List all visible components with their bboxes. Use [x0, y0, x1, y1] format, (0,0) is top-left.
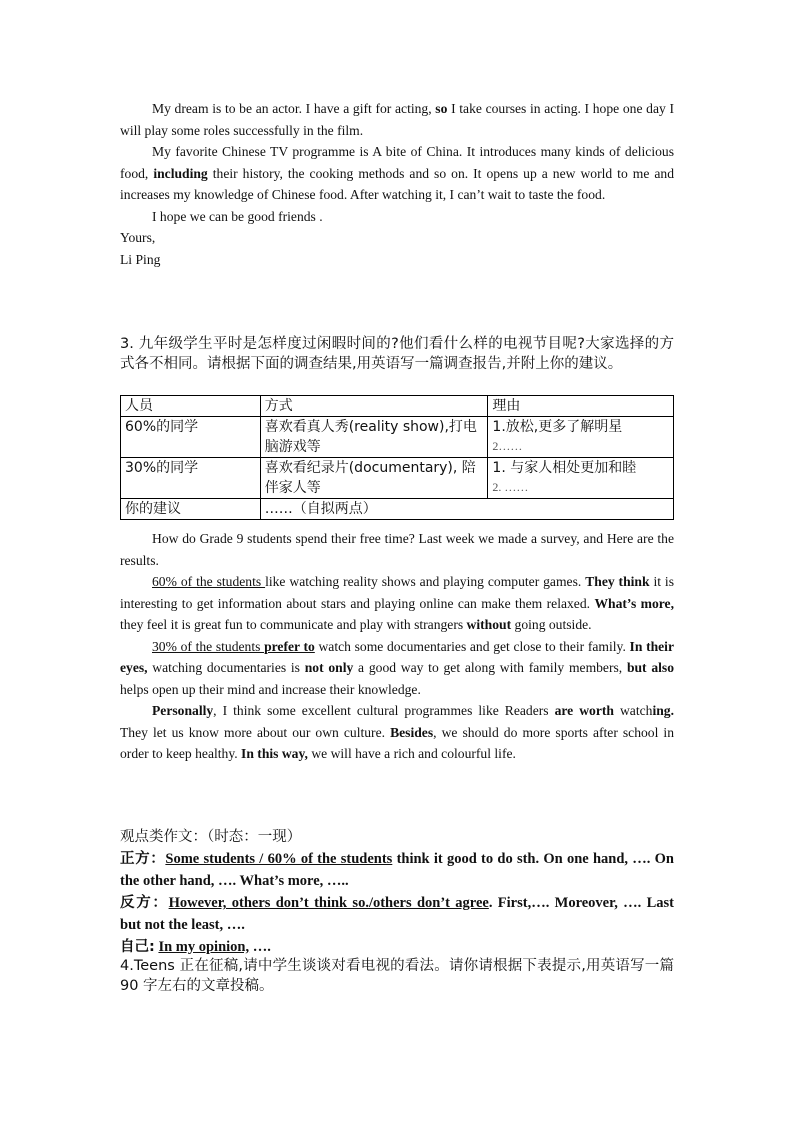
- table-header-cell: 方式: [260, 396, 488, 417]
- reason-line: 1.放松,更多了解明星: [492, 419, 623, 435]
- viewpoint-title: 观点类作文：（时态：一现）: [120, 829, 302, 845]
- table-cell-who: 60%的同学: [121, 417, 261, 458]
- essay-paragraph-1: How do Grade 9 students spend their free time? Last week we made a survey, and Here are the results.: [120, 531, 674, 568]
- table-header-cell: 理由: [488, 396, 674, 417]
- task3-prompt: [120, 334, 674, 374]
- task3-prompt-text: 3. 九年级学生平时是怎样度过闲暇时间的?他们看什么样的电视节目呢?大家选择的方式各不相同。请根据下面的调查结果,用英语写一篇调查报告,并附上你的建议。: [120, 336, 674, 372]
- task4-prompt-text: 4.Teens 正在征稿,请中学生谈谈对看电视的看法。请你请根据下表提示,用英语写一篇 90 字左右的文章投稿。: [120, 958, 674, 994]
- reason-line: 2. ……: [492, 480, 529, 494]
- letter-closing: Yours,: [120, 230, 156, 245]
- survey-table: [120, 395, 674, 520]
- essay-paragraph-2: 60% of the students like watching reality shows and playing computer games. They think it is interesting to get information about stars and playing online can make them relaxed. What’s more, they feel it is great fun to communicate and play with strangers without going outside.: [120, 574, 674, 632]
- reason-line: 2……: [492, 439, 523, 453]
- letter-section: [120, 98, 674, 270]
- table-row-advice: [121, 499, 674, 520]
- table-row: [121, 417, 674, 458]
- essay-paragraph-4: Personally, I think some excellent cultural programmes like Readers are worth watching. They let us know more about our own culture. Besides, we should do more sports after school in order to keep healthy. In this way, we will have a rich and colourful life.: [120, 703, 675, 761]
- letter-signature: Li Ping: [120, 251, 161, 267]
- table-header-cell: 人员: [121, 396, 261, 417]
- letter-paragraph-2: My favorite Chinese TV programme is A bite of China. It introduces many kinds of delicious food, including their history, the cooking methods and so on. It opens up a new world to me and increases my knowledge of Chinese food. After watching it, I can’t wait to taste the food.: [120, 144, 674, 202]
- viewpoint-pro: 正方：Some students / 60% of the students think it good to do sth. On one hand, …. On the other hand, …. What’s more, …..: [120, 851, 674, 889]
- table-row: [121, 458, 674, 499]
- table-cell-reason: [488, 417, 674, 458]
- essay-section: [120, 528, 674, 765]
- table-cell-advice-value: ……（自拟两点）: [260, 499, 673, 520]
- viewpoint-con: 反方：However, others don’t think so./others don’t agree. First,…. Moreover, …. Last but not the least, ….: [120, 895, 674, 933]
- essay-paragraph-3: 30% of the students prefer to watch some documentaries and get close to their family. In their eyes, watching documentaries is not only a good way to get along with family members, but also helps open up their mind and increase their knowledge.: [120, 638, 674, 697]
- table-header-row: [121, 396, 674, 417]
- reason-line: 1. 与家人相处更加和睦: [492, 460, 637, 476]
- table-cell-reason: [488, 458, 674, 499]
- task4-prompt: [120, 956, 674, 996]
- letter-paragraph-1: My dream is to be an actor. I have a gift for acting, so I take courses in acting. I hope one day I will play some roles successfully in the film.: [120, 101, 674, 138]
- letter-paragraph-3: I hope we can be good friends .: [152, 208, 323, 224]
- viewpoint-section: [120, 826, 674, 958]
- table-cell-advice-label: 你的建议: [121, 499, 261, 520]
- table-cell-way: 喜欢看纪录片(documentary), 陪伴家人等: [260, 458, 488, 499]
- table-cell-who: 30%的同学: [121, 458, 261, 499]
- viewpoint-self: 自己: In my opinion, ….: [120, 939, 271, 955]
- table-cell-way: 喜欢看真人秀(reality show),打电脑游戏等: [260, 417, 488, 458]
